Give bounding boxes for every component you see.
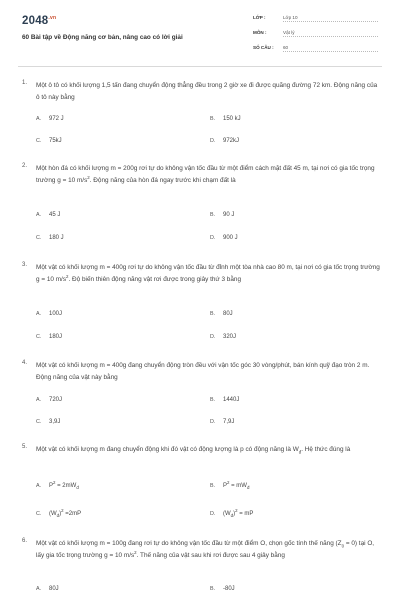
formula-text: =2mP [63, 511, 82, 517]
option-text: 1440J [223, 397, 240, 403]
grade-value: Lớp 10 [283, 15, 378, 22]
question-number: 4. [22, 360, 28, 366]
header-divider [18, 66, 382, 67]
option-c[interactable] [36, 235, 64, 241]
logo-suffix: .vn [48, 15, 57, 22]
stem-text: Một vật có khối lượng m = 100g đang rơi tự do không vận tốc đầu từ một điểm O, chọn gốc tính thế năng (Z [36, 540, 342, 547]
option-text: -80J [223, 586, 235, 592]
formula-text: P [223, 483, 228, 489]
option-b[interactable] [210, 397, 239, 403]
question-number: 1. [22, 80, 28, 86]
option-label: C. [36, 235, 42, 241]
option-label: A. [36, 397, 42, 403]
question-4 [22, 360, 382, 385]
formula-text: (W [223, 511, 231, 517]
grade-label: LỚP : [253, 15, 266, 20]
question-count-label: SỐ CÂU : [253, 45, 274, 50]
option-a[interactable] [36, 397, 62, 403]
option-a[interactable] [36, 311, 62, 317]
stem-text: . Hệ thức đúng là [301, 446, 351, 453]
option-text: 80J [49, 586, 59, 592]
option-label: B. [210, 586, 216, 592]
formula-text: ) [233, 511, 236, 517]
question-number: 5. [22, 444, 28, 450]
option-text: 180 J [49, 235, 64, 241]
option-label: B. [210, 212, 216, 218]
option-label: D. [210, 235, 216, 241]
option-label: A. [36, 586, 42, 592]
stem-text: Một vật có khối lượng m đang chuyển động khi đó vật có động lượng là p có động năng là W [36, 446, 299, 453]
stem-text: Một vật có khối lượng m = 400g rơi tự do không vận tốc đầu từ đỉnh một tòa nhà cao 80 m, tại nơi có gia tốc trọng trường g = 10 m/s [36, 264, 380, 284]
option-b[interactable] [210, 586, 235, 592]
question-count-value: 60 [283, 45, 378, 52]
option-b[interactable] [210, 480, 250, 491]
question-stem: Một ô tô có khối lượng 1,5 tấn đang chuyển động thẳng đều trong 2 giờ xe đi được quãng đường 72 km. Động năng của ô tô này bằng [36, 82, 378, 102]
option-label: D. [210, 419, 216, 425]
option-d[interactable] [210, 138, 239, 144]
question-stem: Một vật có khối lượng m = 400g đang chuyển động tròn đều với vận tốc góc 30 vòng/phút, bán kính quỹ đạo tròn 2 m. Động năng của vật này bằng [36, 362, 370, 382]
stem-subscript: 0 [341, 543, 345, 549]
option-label: D. [210, 334, 216, 340]
option-label: D. [210, 138, 216, 144]
option-text: 7,9J [223, 419, 235, 425]
formula-super: 2 [235, 508, 238, 513]
option-label: B. [210, 116, 216, 122]
formula-sub: đ [230, 513, 234, 519]
formula-text: = mW [229, 483, 247, 489]
option-a[interactable] [36, 116, 64, 122]
option-label: C. [36, 138, 42, 144]
option-text: 80J [223, 311, 233, 317]
stem-text: . Thế năng của vật sau khi rơi được sau 4 giây bằng [136, 552, 285, 560]
stem-superscript: 2 [134, 550, 137, 556]
option-d[interactable] [210, 334, 236, 340]
grade-row [253, 15, 378, 22]
option-label: C. [36, 511, 42, 517]
stem-text: = 0) tại O, lấy gia tốc trọng trường g = 10 m/s [36, 540, 375, 560]
question-number: 2. [22, 163, 28, 169]
formula-super: 2 [53, 480, 56, 485]
site-logo[interactable] [22, 15, 56, 27]
option-d[interactable] [210, 419, 234, 425]
formula-text: ) [59, 511, 62, 517]
option-label: A. [36, 116, 42, 122]
option-label: C. [36, 334, 42, 340]
subject-label: MÔN : [253, 30, 267, 35]
question-6 [22, 538, 382, 563]
option-label: A. [36, 212, 42, 218]
option-text: 720J [49, 397, 63, 403]
question-number: 6. [22, 538, 28, 544]
option-label: B. [210, 311, 216, 317]
formula-text: (W [49, 511, 57, 517]
question-number: 3. [22, 262, 28, 268]
option-text: 100J [49, 311, 63, 317]
stem-text: . Độ biến thiên động năng vật rơi được trong giây thứ 3 bằng [68, 276, 242, 284]
stem-superscript: 2 [87, 175, 90, 181]
formula-text: = mP [237, 511, 254, 517]
logo-text: 2048 [22, 15, 49, 27]
option-text: 3,9J [49, 419, 61, 425]
formula-sub: đ [246, 485, 250, 491]
option-d[interactable] [210, 235, 238, 241]
question-5 [22, 444, 382, 456]
option-text: 90 J [223, 212, 235, 218]
option-text: 972 J [49, 116, 64, 122]
option-d[interactable] [210, 508, 254, 519]
option-a[interactable] [36, 586, 59, 592]
question-3 [22, 262, 382, 287]
formula-super: 2 [227, 480, 230, 485]
question-stem [36, 444, 382, 456]
question-stem [36, 538, 382, 563]
option-c[interactable] [36, 138, 62, 144]
stem-superscript: 2 [66, 274, 69, 280]
option-text: 320J [223, 334, 237, 340]
option-b[interactable] [210, 212, 234, 218]
question-1 [22, 80, 382, 105]
stem-text: Một hòn đá có khối lượng m = 200g rơi tự do không vận tốc đầu từ một điểm cách mặt đất 45 m, tại nơi có gia tốc trọng trường g = 10 m/s [36, 165, 375, 185]
formula-sub: đ [76, 485, 79, 491]
option-text: 150 kJ [223, 116, 241, 122]
option-text: 180J [49, 334, 63, 340]
option-c[interactable] [36, 334, 62, 340]
option-label: D. [210, 511, 216, 517]
option-b[interactable] [210, 311, 233, 317]
document-title: 60 Bài tập về Động năng cơ bản, nâng cao có lời giải [22, 34, 183, 41]
question-stem [36, 163, 382, 188]
question-2 [22, 163, 382, 188]
formula-text: P [49, 483, 54, 489]
option-label: A. [36, 311, 42, 317]
formula-sub: đ [56, 513, 60, 519]
option-label: B. [210, 397, 216, 403]
option-text: 45 J [49, 212, 61, 218]
subject-row [253, 30, 378, 37]
option-text: 972kJ [223, 138, 240, 144]
option-text: 900 J [223, 235, 238, 241]
option-label: C. [36, 419, 42, 425]
question-count-row [253, 45, 378, 52]
option-a[interactable] [36, 480, 79, 491]
option-c[interactable] [36, 419, 60, 425]
subject-value: Vật lý [283, 30, 378, 37]
question-stem [36, 262, 382, 287]
formula-text: = 2mW [55, 483, 77, 489]
option-a[interactable] [36, 212, 60, 218]
option-b[interactable] [210, 116, 241, 122]
stem-subscript: đ [298, 449, 302, 455]
option-label: A. [36, 483, 42, 489]
stem-text: . Động năng của hòn đá ngay trước khi chạm đất là [89, 177, 236, 185]
option-text: 75kJ [49, 138, 62, 144]
option-label: B. [210, 483, 216, 489]
option-c[interactable] [36, 508, 82, 519]
formula-super: 2 [61, 508, 64, 513]
worksheet-header [0, 0, 400, 68]
